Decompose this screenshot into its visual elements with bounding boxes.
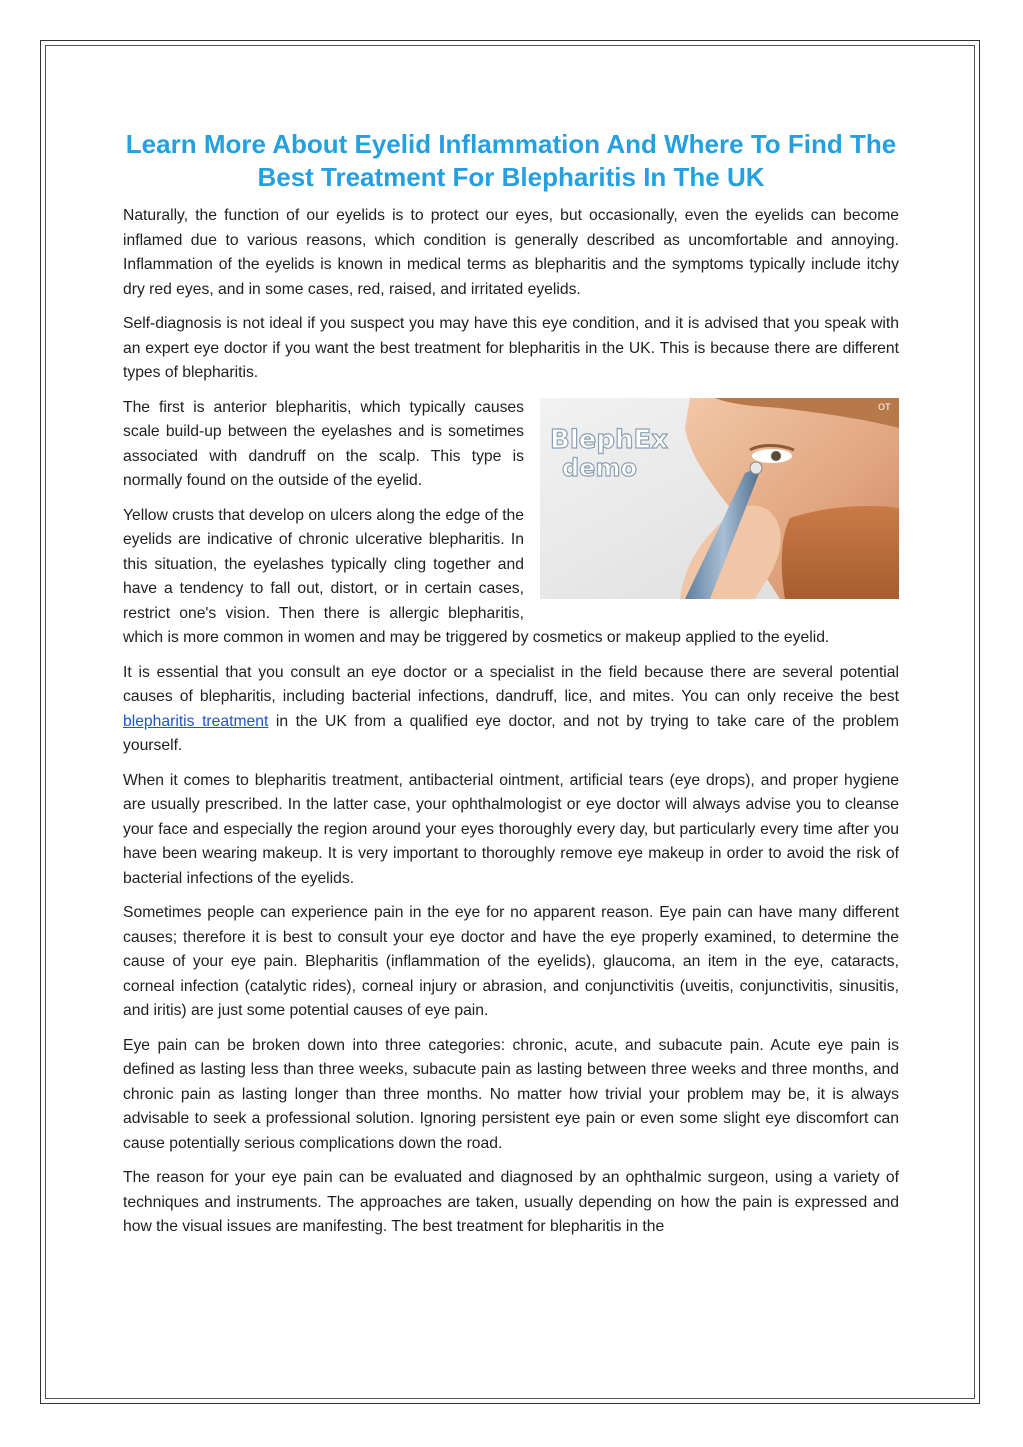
paragraph-consult-text-1: It is essential that you consult an eye doctor or a specialist in the field because there are several potential causes of blepharitis, including bacterial infections, dandruff, lice, and mites. You can only receive the best bbox=[123, 663, 899, 705]
image-overlay-title: BlephEx bbox=[550, 424, 669, 455]
image-overlay-subtitle: demo bbox=[562, 453, 637, 482]
image-corner-mark: OT bbox=[878, 402, 891, 413]
paragraph-eye-pain: Sometimes people can experience pain in the eye for no apparent reason. Eye pain can have many different causes; therefore it is best to consult your eye doctor and have the eye properly examined, to determine the cause of your eye pain. Blepharitis (inflammation of the eyelids), glaucoma, an item in the eye, cataracts, corneal infection (catalytic rides), corneal injury or abrasion, and conjunctivitis (uveitis, conjunctivitis, sinusitis, and iritis) are just some potential causes of eye pain. bbox=[123, 904, 899, 1019]
paragraph-intro: Naturally, the function of our eyelids is to protect our eyes, but occasionally, even the eyelids can become inflamed due to various reasons, which condition is generally described as uncomfortable and annoying. Inflammation of the eyelids is known in medical terms as blepharitis and the symptoms typically include itchy dry red eyes, and in some cases, red, raised, and irritated eyelids. bbox=[123, 207, 899, 298]
paragraph-anterior: The first is anterior blepharitis, which typically causes scale build-up between the eyelashes and is sometimes associated with dandruff on the scalp. This type is normally found on the outside of the eyelid. bbox=[123, 398, 524, 489]
blepharitis-treatment-link[interactable]: blepharitis treatment bbox=[123, 712, 269, 730]
paragraph-treatment: When it comes to blepharitis treatment, antibacterial ointment, artificial tears (eye drops), and proper hygiene are usually prescribed. In the latter case, your ophthalmologist or eye doctor will always advise you to cleanse your face and especially the region around your eyes thoroughly every day, but particularly every time after you have been wearing makeup. It is very important to thoroughly remove eye makeup in order to avoid the risk of bacterial infections of the eyelids. bbox=[123, 771, 899, 887]
blephex-demo-photo bbox=[540, 398, 899, 599]
page-title: Learn More About Eyelid Inflammation And Where To Find The Best Treatment For Blepharitis In The UK bbox=[125, 129, 897, 192]
paragraph-ulcerative: Yellow crusts that develop on ulcers along the edge of the eyelids are indicative of chronic ulcerative blepharitis. In this situation, the eyelashes typically cling together and have a tendency to fall out, distort, or in certain cases, restrict one's vision. Then there is allergic blepharitis, which is more common in women and may be triggered by cosmetics or makeup applied to the eyelid. bbox=[123, 506, 830, 646]
paragraph-self-diagnosis: Self-diagnosis is not ideal if you suspect you may have this eye condition, and it is advised that you speak with an expert eye doctor if you want the best treatment for blepharitis in the UK. This is because there are different types of blepharitis. bbox=[123, 315, 899, 381]
paragraph-consult bbox=[123, 661, 899, 759]
paragraph-consult-text-2: in the UK from a qualified eye doctor, and not by trying to take care of the problem yourself. bbox=[123, 712, 899, 754]
document-body bbox=[123, 128, 899, 1250]
paragraph-diagnosis: The reason for your eye pain can be evaluated and diagnosed by an ophthalmic surgeon, using a variety of techniques and instruments. The approaches are taken, usually depending on how the pain is expressed and how the visual issues are manifesting. The best treatment for blepharitis in the bbox=[123, 1169, 899, 1235]
paragraph-pain-categories: Eye pain can be broken down into three categories: chronic, acute, and subacute pain. Acute eye pain is defined as lasting less than three weeks, subacute pain as lasting between three weeks and three months, and chronic pain as lasting longer than three months. No matter how trivial your problem may be, it is always advisable to seek a professional solution. Ignoring persistent eye pain or even some slight eye discomfort can cause potentially serious complications down the road. bbox=[123, 1036, 899, 1152]
